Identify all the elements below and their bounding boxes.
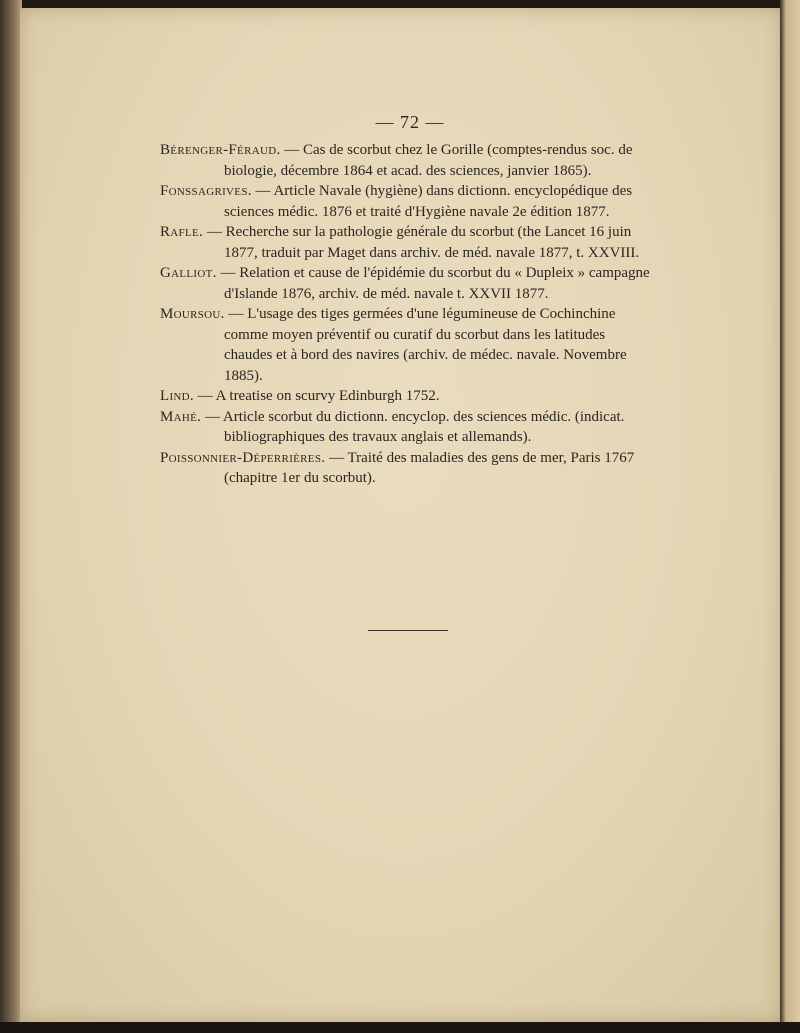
entry-text: — Traité des maladies des gens de mer, Paris 1767 (chapitre 1er du scorbut). bbox=[224, 449, 635, 486]
page-number: — 72 — bbox=[375, 112, 445, 132]
bibliography-entry bbox=[160, 140, 650, 181]
bibliography-entry bbox=[160, 386, 650, 407]
entry-text: — Article Navale (hygiène) dans dictionn. encyclopédique des sciences médic. 1876 et traité d'Hygiène navale 2e édition 1877. bbox=[224, 183, 633, 220]
bibliography-entry bbox=[160, 222, 650, 263]
facing-page-edge bbox=[780, 0, 800, 1033]
entry-author: Mahé. bbox=[160, 408, 202, 425]
bottom-edge bbox=[0, 1022, 800, 1033]
bibliography-entry bbox=[160, 304, 650, 386]
bibliography-entry bbox=[160, 448, 650, 489]
entry-author: Poissonnier-Déperrières. bbox=[160, 449, 326, 466]
book-spine bbox=[0, 0, 22, 1033]
bibliography-entry bbox=[160, 181, 650, 222]
entry-author: Moursou. bbox=[160, 306, 225, 322]
entry-author: Rafle. bbox=[160, 224, 204, 240]
entry-author: Galliot. bbox=[160, 265, 217, 281]
entry-text: — A treatise on scurvy Edinburgh 1752. bbox=[193, 388, 440, 404]
section-separator-rule bbox=[368, 630, 448, 631]
entry-text: — Article scorbut du dictionn. encyclop. des sciences médic. (indicat. bibliographiques des travaux anglais et allemands). bbox=[201, 408, 625, 445]
entry-author: Lind. bbox=[160, 388, 194, 404]
entry-text: — Relation et cause de l'épidémie du scorbut du « Dupleix » campagne d'Islande 1876, archiv. de méd. navale t. XXVII 1877. bbox=[216, 265, 650, 302]
entry-author: Fonssagrives. bbox=[160, 183, 252, 199]
bibliography-entry bbox=[160, 263, 650, 304]
entry-text: — Cas de scorbut chez le Gorille (comptes-rendus soc. de biologie, décembre 1864 et acad. des sciences, janvier 1865). bbox=[224, 142, 633, 179]
bibliography-entry bbox=[160, 407, 650, 448]
entry-text: — Recherche sur la pathologie générale du scorbut (the Lancet 16 juin 1877, traduit par Maget dans archiv. de méd. navale 1877, t. XXVIII. bbox=[203, 224, 640, 261]
entry-author: Bérenger-Féraud. bbox=[160, 142, 281, 158]
bibliography-list bbox=[160, 140, 650, 489]
entry-text: — L'usage des tiges germées d'une légumineuse de Cochinchine comme moyen préventif ou curatif du scorbut dans les latitudes chaudes et à bord des navires (archiv. de médec. navale. Novembre 1885). bbox=[224, 306, 627, 384]
